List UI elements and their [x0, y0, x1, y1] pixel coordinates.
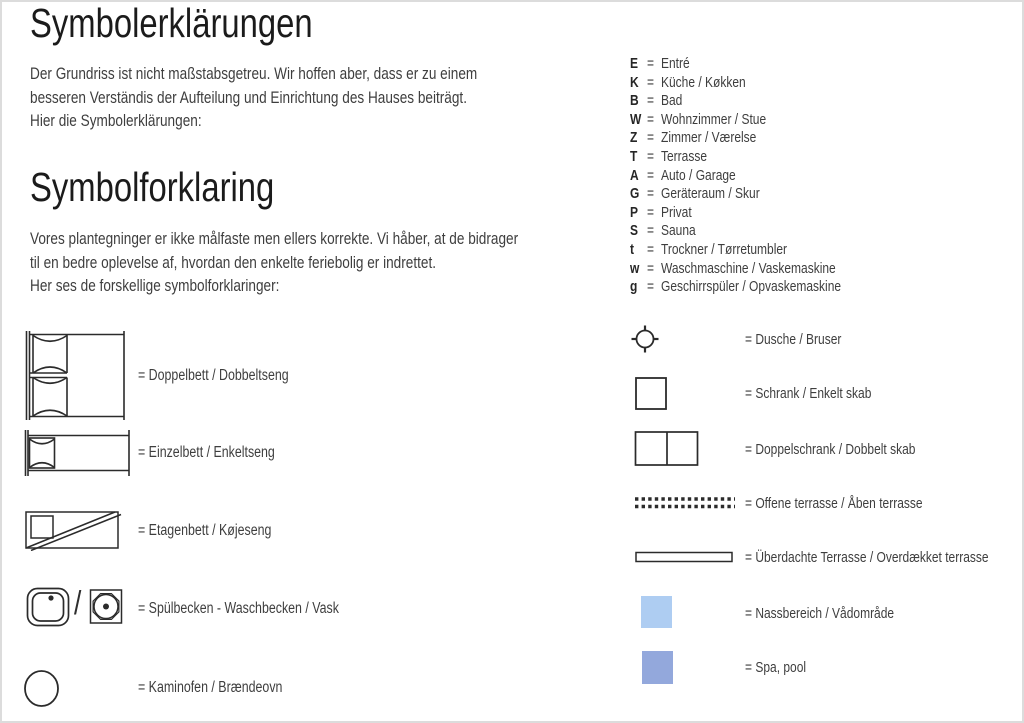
legend-label-wood-stove: = Kaminofen / Brændeovn [138, 679, 283, 696]
abbr-label: Geschirrspüler / Opvaskemaskine [661, 278, 842, 295]
page-title-german: Symbolerklärungen [30, 0, 313, 46]
equals-sign: = [647, 222, 655, 239]
double-cabinet-icon [634, 430, 699, 467]
abbr-label: Terrasse [661, 148, 708, 165]
legend-label-shower: = Dusche / Bruser [745, 331, 842, 348]
covered-terrace-icon [635, 551, 734, 563]
legend-label-covered-terrace: = Überdachte Terrasse / Overdækket terrasse [745, 549, 989, 566]
abbr-letter: T [630, 148, 638, 165]
wet-area-swatch [641, 596, 672, 628]
abbr-row [630, 110, 792, 129]
open-terrace-icon [635, 496, 735, 510]
kitchen-sink-icon [26, 587, 70, 627]
legend-label-bunk-bed: = Etagenbett / Køjeseng [138, 522, 272, 539]
abbr-letter: W [630, 111, 642, 128]
abbr-label: Trockner / Tørretumbler [661, 241, 788, 258]
bunk-bed-icon [25, 508, 122, 551]
abbr-label: Sauna [661, 222, 696, 239]
abbr-label: Geräteraum / Skur [661, 185, 760, 202]
abbr-label: Zimmer / Værelse [661, 129, 757, 146]
intro-danish-line: Vores plantegninger er ikke målfaste men ellers korrekte. Vi håber, at de bidrager [30, 229, 519, 248]
equals-sign: = [647, 129, 655, 146]
abbr-row [630, 184, 784, 203]
abbr-row [630, 203, 699, 222]
intro-german-line: Hier die Symbolerklärungen: [30, 111, 202, 130]
abbr-letter: K [630, 74, 639, 91]
abbr-label: Auto / Garage [661, 167, 736, 184]
abbr-row [630, 221, 704, 240]
single-cabinet-icon [634, 376, 668, 411]
intro-german-line: besseren Verständis der Aufteilung und Einrichtung des Hauses beiträgt. [30, 87, 467, 107]
slash-separator: / [74, 584, 82, 621]
legend-label-spa-pool: = Spa, pool [745, 659, 807, 676]
equals-sign: = [647, 204, 655, 221]
equals-sign: = [647, 148, 655, 165]
spa-pool-swatch [642, 651, 673, 684]
wood-stove-icon [23, 669, 60, 708]
intro-german-line: Der Grundriss ist nicht maßstabsgetreu. Wir hoffen aber, dass er zu einem [30, 64, 478, 83]
legend-label-sink: = Spülbecken - Waschbecken / Vask [138, 600, 339, 617]
abbr-label: Bad [661, 92, 683, 109]
abbr-letter: G [630, 185, 640, 202]
equals-sign: = [647, 260, 655, 277]
intro-danish-line: Her ses de forskellige symbolforklaringer: [30, 276, 280, 295]
abbr-row [630, 91, 688, 110]
equals-sign: = [647, 241, 655, 258]
abbr-row [630, 277, 886, 296]
abbr-letter: E [630, 55, 639, 72]
abbr-row [630, 147, 719, 166]
equals-sign: = [647, 55, 655, 72]
equals-sign: = [647, 111, 655, 128]
abbr-row [630, 128, 780, 147]
intro-danish [30, 227, 518, 298]
legend-label-wet-area: = Nassbereich / Vådområde [745, 605, 895, 622]
washbasin-icon [89, 588, 124, 625]
intro-danish-line: til en bedre oplevelse af, hvordan den enkelte feriebolig er indrettet. [30, 252, 436, 272]
equals-sign: = [647, 92, 655, 109]
abbr-letter: Z [630, 129, 638, 146]
abbr-letter: g [630, 278, 638, 295]
equals-sign: = [647, 167, 655, 184]
abbr-label: Wohnzimmer / Stue [661, 111, 767, 128]
legend-label-double-bed: = Doppelbett / Dobbeltseng [138, 367, 289, 384]
abbr-letter: t [630, 241, 634, 258]
legend-label-open-terrace: = Offene terrasse / Åben terrasse [745, 495, 923, 512]
legend-label-single-bed: = Einzelbett / Enkeltseng [138, 444, 275, 461]
abbr-row [630, 166, 754, 185]
abbr-row [630, 240, 819, 259]
abbr-letter: P [630, 204, 639, 221]
abbr-row [630, 73, 767, 92]
double-bed-icon [25, 331, 128, 420]
abbr-row [630, 54, 697, 73]
abbr-letter: A [630, 167, 639, 184]
legend-label-single-cabinet: = Schrank / Enkelt skab [745, 385, 872, 402]
equals-sign: = [647, 278, 655, 295]
abbr-label: Privat [661, 204, 692, 221]
abbr-letter: S [630, 222, 639, 239]
legend-label-double-cabinet: = Doppelschrank / Dobbelt skab [745, 441, 916, 458]
equals-sign: = [647, 185, 655, 202]
abbr-label: Küche / Køkken [661, 74, 746, 91]
abbr-label: Entré [661, 55, 690, 72]
intro-german [30, 62, 477, 133]
shower-icon [630, 324, 660, 354]
equals-sign: = [647, 74, 655, 91]
abbr-letter: w [630, 260, 640, 277]
abbr-letter: B [630, 92, 639, 109]
single-bed-icon [24, 430, 132, 476]
abbr-label: Waschmaschine / Vaskemaskine [661, 260, 836, 277]
page-title-danish: Symbolforklaring [30, 164, 275, 210]
abbr-row [630, 259, 879, 278]
